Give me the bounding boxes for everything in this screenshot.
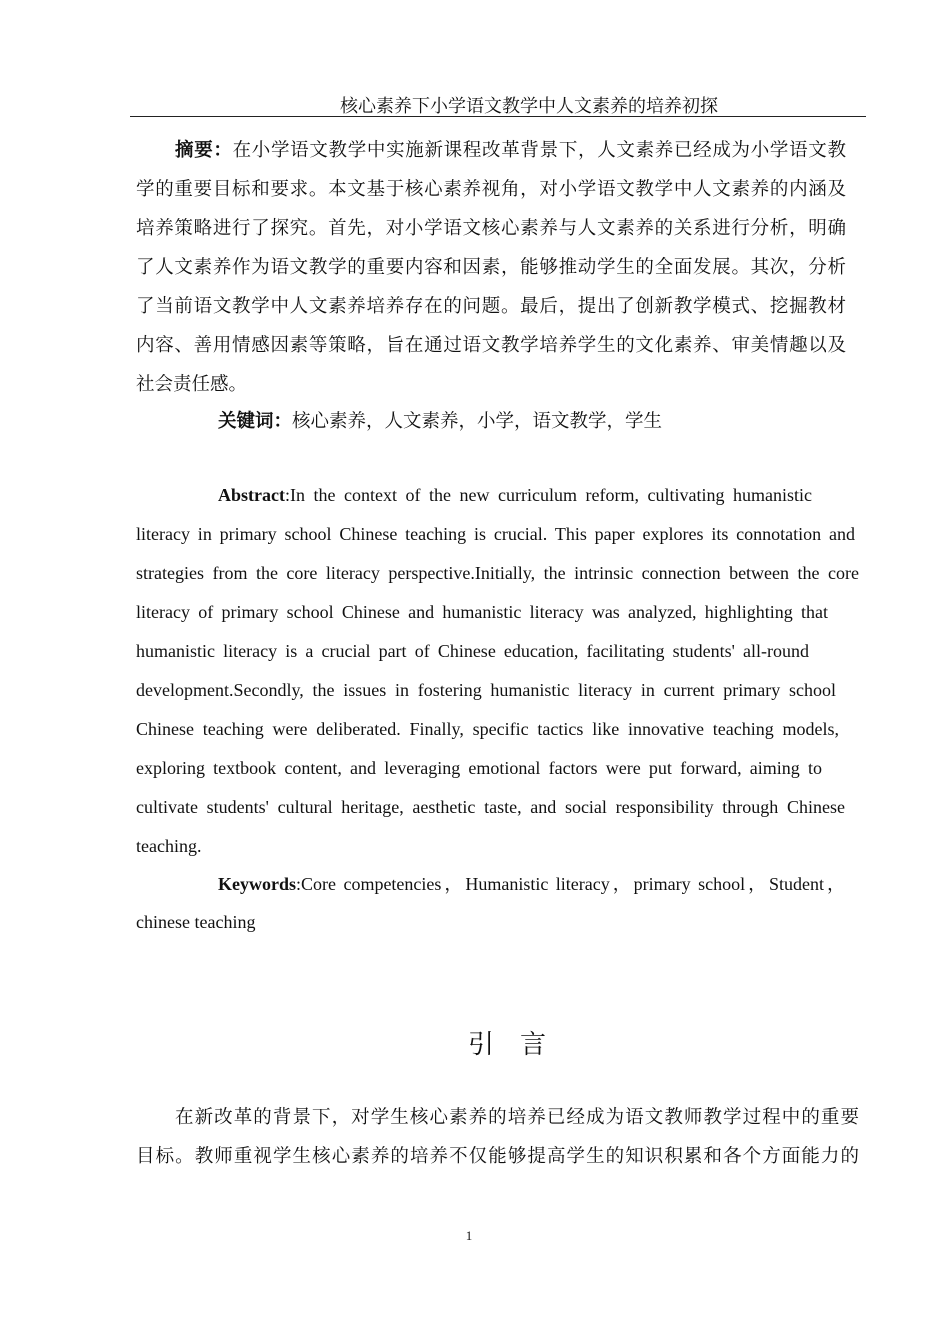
keywords-en-line: chinese teaching	[136, 912, 256, 932]
abstract-en-line: teaching.	[136, 836, 202, 856]
keywords-en: Keywords:Core competencies，Humanistic literacy，primary school，Student，	[218, 874, 845, 894]
intro-line: 目标。教师重视学生核心素养的培养不仅能够提高学生的知识积累和各个方面能力的	[136, 1147, 859, 1167]
abstract-en-line: exploring textbook content, and leveraging emotional factors were put forward, aiming to	[136, 758, 822, 778]
abstract-en-line: cultivate students' cultural heritage, aesthetic taste, and social responsibility through Chinese	[136, 797, 845, 817]
abstract-cn-line: 了当前语文教学中人文素养培养存在的问题。最后，提出了创新教学模式、挖掘教材	[136, 297, 846, 317]
abstract-en-line: humanistic literacy is a crucial part of Chinese education, facilitating students' all-round	[136, 641, 809, 661]
abstract-cn-line: 摘要：在小学语文教学中实施新课程改革背景下，人文素养已经成为小学语文教	[175, 141, 846, 161]
abstract-cn-line: 社会责任感。	[136, 375, 248, 395]
keywords-en-label: Keywords	[218, 874, 296, 894]
section-title: 引言	[467, 1030, 572, 1060]
keywords-cn: 关键词：核心素养，人文素养，小学，语文教学，学生	[218, 412, 663, 432]
abstract-en-line: strategies from the core literacy perspective.Initially, the intrinsic connection between the core	[136, 563, 859, 583]
abstract-en-line: literacy in primary school Chinese teaching is crucial. This paper explores its connotation and	[136, 524, 855, 544]
abstract-cn-line: 内容、善用情感因素等策略，旨在通过语文教学培养学生的文化素养、审美情趣以及	[136, 336, 846, 356]
abstract-cn-line: 了人文素养作为语文教学的重要内容和因素，能够推动学生的全面发展。其次，分析	[136, 258, 846, 278]
keywords-cn-label: 关键词：	[218, 412, 293, 432]
abstract-cn-line: 学的重要目标和要求。本文基于核心素养视角，对小学语文教学中人文素养的内涵及	[136, 180, 846, 200]
abstract-en-label: Abstract	[218, 485, 285, 505]
running-title: 核心素养下小学语文教学中人文素养的培养初探	[340, 96, 718, 116]
abstract-en-line: Abstract:In the context of the new curriculum reform, cultivating humanistic	[218, 485, 812, 505]
page-number: 1	[465, 1228, 473, 1243]
abstract-en-line: literacy of primary school Chinese and humanistic literacy was analyzed, highlighting that	[136, 602, 828, 622]
abstract-cn-line: 培养策略进行了探究。首先，对小学语文核心素养与人文素养的关系进行分析，明确	[136, 219, 846, 239]
running-header	[130, 92, 866, 117]
abstract-en-line: development.Secondly, the issues in fostering humanistic literacy in current primary school	[136, 680, 836, 700]
abstract-en-line: Chinese teaching were deliberated. Finally, specific tactics like innovative teaching models,	[136, 719, 839, 739]
intro-line: 在新改革的背景下，对学生核心素养的培养已经成为语文教师教学过程中的重要	[175, 1108, 859, 1128]
abstract-cn-label: 摘要：	[175, 141, 233, 161]
